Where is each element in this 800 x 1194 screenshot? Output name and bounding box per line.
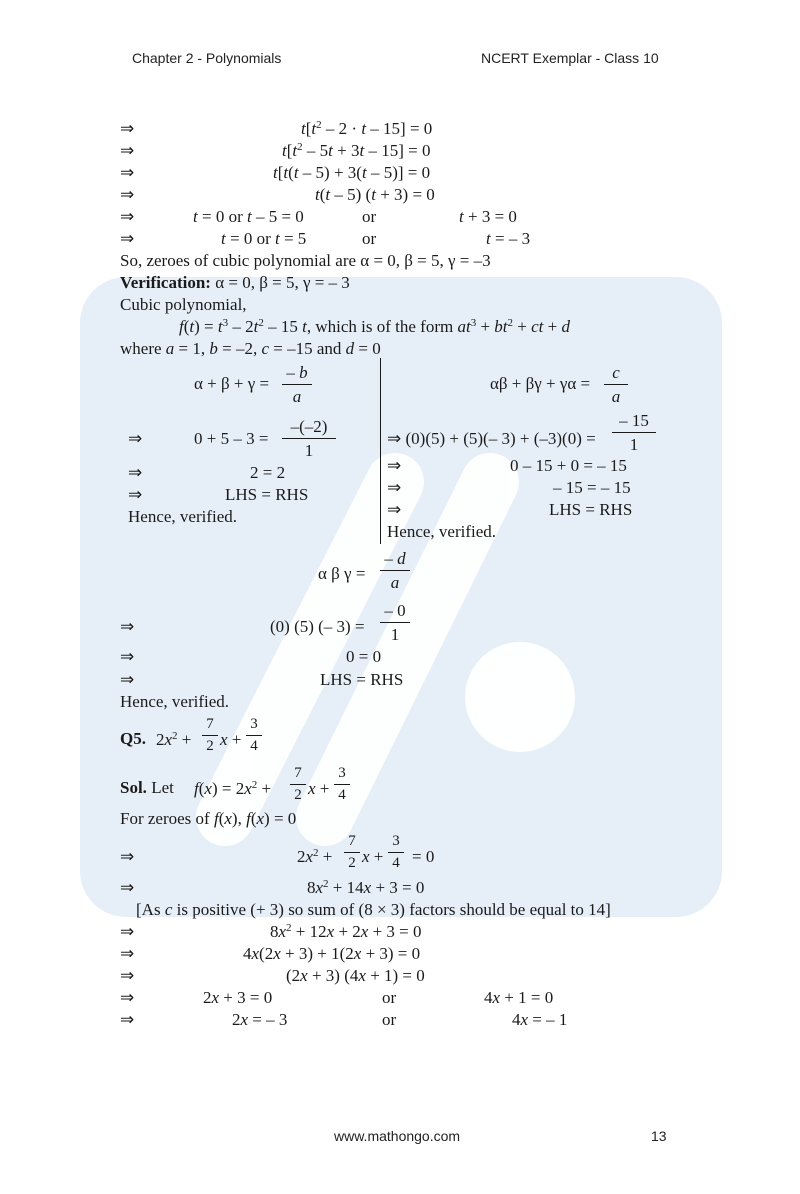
zeroes-line: So, zeroes of cubic polynomial are α = 0, β = 5, γ = –3: [120, 251, 491, 270]
implies-symbol: ⇒: [387, 500, 402, 519]
solution-step: $8x^2 + 12x + 2x + 3 = 0$: [270, 922, 422, 941]
solution-intro: Sol. Let: [120, 778, 174, 797]
fraction-denominator: 1: [390, 625, 400, 644]
solution-step: 2x = – 3: [232, 1010, 288, 1029]
solution-eq-part: x +: [362, 847, 384, 866]
fraction-numerator: 3: [246, 717, 262, 736]
sum-lhs: α + β + γ =: [194, 374, 270, 393]
header-book: NCERT Exemplar - Class 10: [481, 50, 659, 66]
fraction-numerator: 7: [202, 717, 218, 736]
product-values: (0) (5) (– 3) =: [270, 617, 365, 636]
hence-verified: Hence, verified.: [128, 507, 238, 526]
fraction-numerator: – b: [282, 364, 312, 385]
fraction-denominator: 4: [338, 787, 346, 803]
cubic-form-line: $f(t) = t^3 - 2t^2 - 15$ t, which is of the form $at^3 + bt^2$ + ct + d: [179, 317, 570, 336]
step-line: t[t(t – 5) + 3(t – 5)] = 0: [273, 163, 431, 182]
implies-symbol: ⇒: [120, 1010, 135, 1029]
column-divider: [380, 358, 381, 544]
question-poly-part: $2x^2$ +: [156, 730, 192, 749]
fraction-numerator: – 0: [380, 602, 410, 623]
solution-step: 4x = – 1: [512, 1010, 568, 1029]
solution-fx: $f(x) = 2x^2$ +: [194, 779, 272, 798]
fraction: [604, 364, 628, 405]
footer-site: www.mathongo.com: [334, 1128, 461, 1144]
solution-step: (2x + 3) (4x + 1) = 0: [286, 966, 425, 985]
fraction: [282, 364, 312, 405]
footer-page-number: 13: [651, 1128, 667, 1144]
implies-symbol: ⇒: [120, 141, 135, 160]
implies-symbol: ⇒: [120, 922, 135, 941]
or-word: or: [362, 207, 377, 226]
solution-step: 2x + 3 = 0: [203, 988, 273, 1007]
step-line: $t[t^2 - 2 \cdot t - 15] = 0$: [301, 119, 433, 138]
or-word: or: [362, 229, 377, 248]
step-line: t = 0 or t = 5: [221, 229, 307, 248]
fraction: [334, 766, 350, 803]
fraction-numerator: c: [604, 364, 628, 385]
implies-symbol: ⇒: [120, 163, 135, 182]
implies-symbol: ⇒: [120, 229, 135, 248]
implies-symbol: ⇒: [387, 478, 402, 497]
solution-step: $8x^2 + 14x + 3 = 0$: [307, 878, 425, 897]
fraction-denominator: 1: [629, 435, 639, 454]
fraction-numerator: –(–2): [282, 418, 336, 439]
fraction: [246, 717, 262, 754]
fraction-numerator: 7: [290, 766, 306, 785]
implies-symbol: ⇒: [120, 207, 135, 226]
fraction-denominator: a: [292, 387, 302, 406]
product-lhs: α β γ =: [318, 564, 366, 583]
step-line: $t[t^2 - 5t + 3t - 15] = 0$: [282, 141, 431, 160]
coefficients-line: where a = 1, b = –2, c = –15 and d = 0: [120, 339, 381, 358]
implies-symbol: ⇒: [120, 847, 135, 866]
fraction: [202, 717, 218, 754]
solution-eq-tail: = 0: [412, 847, 435, 866]
lhs-rhs: LHS = RHS: [549, 500, 633, 519]
pair-sum-values: ⇒ (0)(5) + (5)(– 3) + (–3)(0) =: [387, 429, 596, 448]
implies-symbol: ⇒: [120, 185, 135, 204]
implies-symbol: ⇒: [128, 485, 143, 504]
step-line: t = – 3: [486, 229, 531, 248]
fraction-numerator: 3: [334, 766, 350, 785]
cubic-label: Cubic polynomial,: [120, 295, 247, 314]
pair-sum-step: 0 – 15 + 0 = – 15: [510, 456, 627, 475]
implies-symbol: ⇒: [120, 878, 135, 897]
fraction-denominator: a: [611, 387, 621, 406]
or-word: or: [382, 1010, 397, 1029]
solution-eq-part: $2x^2$ +: [297, 847, 333, 866]
product-equality: 0 = 0: [346, 647, 382, 666]
fraction-numerator: – 15: [612, 412, 656, 433]
fraction: [344, 834, 360, 871]
hence-verified: Hence, verified.: [120, 692, 230, 711]
fraction-numerator: – d: [380, 550, 410, 571]
question-poly-part: x +: [220, 730, 242, 749]
verification-line: [120, 274, 350, 291]
sum-lhs-values: 0 + 5 – 3 =: [194, 429, 269, 448]
fraction: [388, 834, 404, 871]
step-line: t = 0 or t – 5 = 0: [193, 207, 304, 226]
step-line: t + 3 = 0: [459, 207, 517, 226]
solution-fx-part: x +: [308, 779, 330, 798]
fraction-denominator: 2: [348, 855, 356, 871]
lhs-rhs: LHS = RHS: [320, 670, 404, 689]
solution-step: 4x(2x + 3) + 1(2x + 3) = 0: [243, 944, 421, 963]
fraction-denominator: a: [390, 573, 400, 592]
implies-symbol: ⇒: [120, 988, 135, 1007]
fraction: [282, 418, 336, 459]
implies-symbol: ⇒: [387, 456, 402, 475]
implies-symbol: ⇒: [128, 429, 143, 448]
solution-step: 4x + 1 = 0: [484, 988, 554, 1007]
header-chapter: Chapter 2 - Polynomials: [132, 50, 282, 66]
step-line: t(t – 5) (t + 3) = 0: [315, 185, 435, 204]
pair-sum-step: – 15 = – 15: [553, 478, 631, 497]
lhs-rhs: LHS = RHS: [225, 485, 309, 504]
fraction-denominator: 2: [294, 787, 302, 803]
implies-symbol: ⇒: [120, 119, 135, 138]
implies-symbol: ⇒: [120, 966, 135, 985]
question-label: Q5.: [120, 729, 146, 748]
implies-symbol: ⇒: [120, 617, 135, 636]
fraction-denominator: 4: [392, 855, 400, 871]
factor-note: [As c is positive (+ 3) so sum of (8 × 3) factors should be equal to 14]: [136, 900, 611, 919]
implies-symbol: ⇒: [120, 670, 135, 689]
hence-verified: Hence, verified.: [387, 522, 497, 541]
sum-equality: 2 = 2: [250, 463, 286, 482]
verification-label: Verification:: [120, 273, 211, 292]
fraction-denominator: 1: [304, 441, 314, 460]
fraction-denominator: 2: [206, 738, 214, 754]
implies-symbol: ⇒: [120, 944, 135, 963]
or-word: or: [382, 988, 397, 1007]
implies-symbol: ⇒: [120, 647, 135, 666]
implies-symbol: ⇒: [128, 463, 143, 482]
fraction: [380, 602, 410, 643]
fraction: [612, 412, 656, 453]
fraction: [290, 766, 306, 803]
for-zeroes-line: For zeroes of f(x), f(x) = 0: [120, 809, 297, 828]
fraction-numerator: 7: [344, 834, 360, 853]
fraction-denominator: 4: [250, 738, 258, 754]
fraction-numerator: 3: [388, 834, 404, 853]
fraction: [380, 550, 410, 591]
verification-values: α = 0, β = 5, γ = – 3: [215, 273, 350, 292]
pair-sum-lhs: αβ + βγ + γα =: [490, 374, 591, 393]
